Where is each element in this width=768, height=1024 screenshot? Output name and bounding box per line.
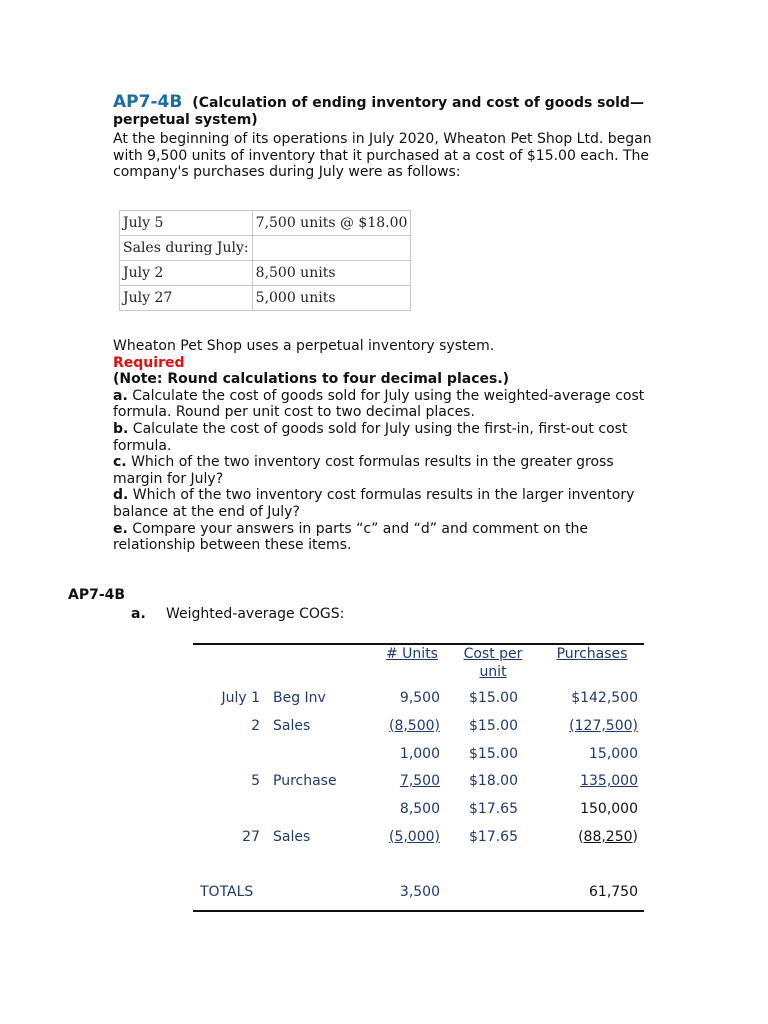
- row-amount-value: 88,250: [583, 829, 633, 845]
- question-title: (Calculation of ending inventory and cost of goods sold—perpetual system): [113, 95, 644, 128]
- table-bottom-rule: [193, 910, 644, 912]
- row-amount-value: (127,500): [569, 718, 638, 734]
- totals-units: 3,500: [399, 884, 440, 900]
- row-amount-value: 135,000: [580, 773, 638, 789]
- requirement-letter: d.: [113, 487, 129, 504]
- requirement-text: Compare your answers in parts “c” and “d” and comment on the relationship between these items.: [113, 520, 589, 554]
- requirement-letter: b.: [113, 420, 129, 437]
- paren-close: ): [632, 829, 638, 845]
- header-cost-line1: Cost per: [463, 646, 523, 662]
- question-heading: [113, 94, 653, 129]
- requirements-block: [113, 338, 653, 554]
- header-cost-line2: unit: [479, 664, 507, 680]
- row-desc: Purchase: [273, 773, 337, 789]
- totals-amount: 61,750: [589, 884, 638, 900]
- requirement-text: Which of the two inventory cost formulas results in the larger inventory balance at the end of July?: [113, 487, 635, 520]
- row-units-value: (8,500): [388, 718, 440, 734]
- table-cell-date: July 2: [120, 261, 253, 286]
- row-day: 2: [251, 718, 260, 734]
- row-amount: 150,000: [580, 801, 638, 817]
- requirement-c: [113, 454, 653, 487]
- requirement-text: Calculate the cost of goods sold for July using the weighted-average cost formula. Round per unit cost to two decimal places.: [113, 387, 645, 421]
- row-day: July 1: [221, 690, 260, 706]
- requirement-letter: c.: [113, 454, 127, 471]
- row-units-value: (5,000): [388, 829, 440, 845]
- solution-part-title: Weighted-average COGS:: [166, 606, 345, 622]
- requirement-text: Calculate the cost of goods sold for July using the first-in, first-out cost formula.: [113, 420, 628, 454]
- table-cell-detail: 5,000 units: [252, 286, 411, 311]
- header-cost-per-unit: [455, 645, 531, 681]
- row-cost: $15.00: [469, 690, 518, 706]
- row-day: 27: [242, 829, 260, 845]
- question-code: AP7-4B: [113, 92, 183, 112]
- table-row: [120, 261, 411, 286]
- solution-code: AP7-4B: [68, 587, 126, 603]
- row-units: 8,500: [399, 801, 440, 817]
- table-row: [120, 211, 411, 236]
- purchases-table: [119, 210, 411, 311]
- requirement-e: [113, 521, 653, 554]
- row-units: 9,500: [399, 690, 440, 706]
- row-desc: Sales: [273, 718, 311, 734]
- row-cost: $18.00: [469, 773, 518, 789]
- requirement-a: [113, 388, 653, 421]
- row-day: 5: [251, 773, 260, 789]
- row-amount: 15,000: [589, 746, 638, 762]
- system-note: Wheaton Pet Shop uses a perpetual inventory system.: [113, 338, 495, 354]
- table-cell-detail: [252, 236, 411, 261]
- header-purchases: Purchases: [556, 646, 628, 662]
- row-desc: Sales: [273, 829, 311, 845]
- table-row: [120, 286, 411, 311]
- requirement-text: Which of the two inventory cost formulas results in the greater gross margin for July?: [113, 454, 614, 487]
- table-cell-date: Sales during July:: [120, 236, 253, 261]
- header-units: # Units: [386, 646, 438, 662]
- row-units-value: 7,500: [399, 773, 440, 789]
- question-intro: At the beginning of its operations in July 2020, Wheaton Pet Shop Ltd. began with 9,500 units of inventory that it purchased at a cost of $15.00 each. The company's purchases during July were as follows:: [113, 131, 652, 181]
- rounding-note: (Note: Round calculations to four decimal places.): [113, 371, 510, 388]
- table-cell-detail: 7,500 units @ $18.00: [252, 211, 411, 236]
- row-amount: [540, 828, 638, 846]
- paren-open: (: [578, 829, 584, 845]
- table-cell-date: July 5: [120, 211, 253, 236]
- row-cost: $15.00: [469, 746, 518, 762]
- solution-part-letter: a.: [131, 606, 146, 622]
- row-cost: $17.65: [469, 801, 518, 817]
- required-label: Required: [113, 354, 185, 371]
- row-units: [370, 772, 440, 790]
- table-cell-detail: 8,500 units: [252, 261, 411, 286]
- row-amount: [540, 772, 638, 790]
- requirement-d: [113, 487, 653, 520]
- row-amount: $142,500: [571, 690, 638, 706]
- totals-label: TOTALS: [200, 884, 254, 900]
- table-row: [120, 236, 411, 261]
- requirement-b: [113, 421, 653, 454]
- row-cost: $15.00: [469, 718, 518, 734]
- row-units: 1,000: [399, 746, 440, 762]
- row-desc: Beg Inv: [273, 690, 326, 706]
- requirement-letter: e.: [113, 520, 128, 537]
- requirement-letter: a.: [113, 387, 128, 404]
- row-units: [370, 717, 440, 735]
- row-cost: $17.65: [469, 829, 518, 845]
- table-cell-date: July 27: [120, 286, 253, 311]
- row-amount: [540, 717, 638, 735]
- row-units: [370, 828, 440, 846]
